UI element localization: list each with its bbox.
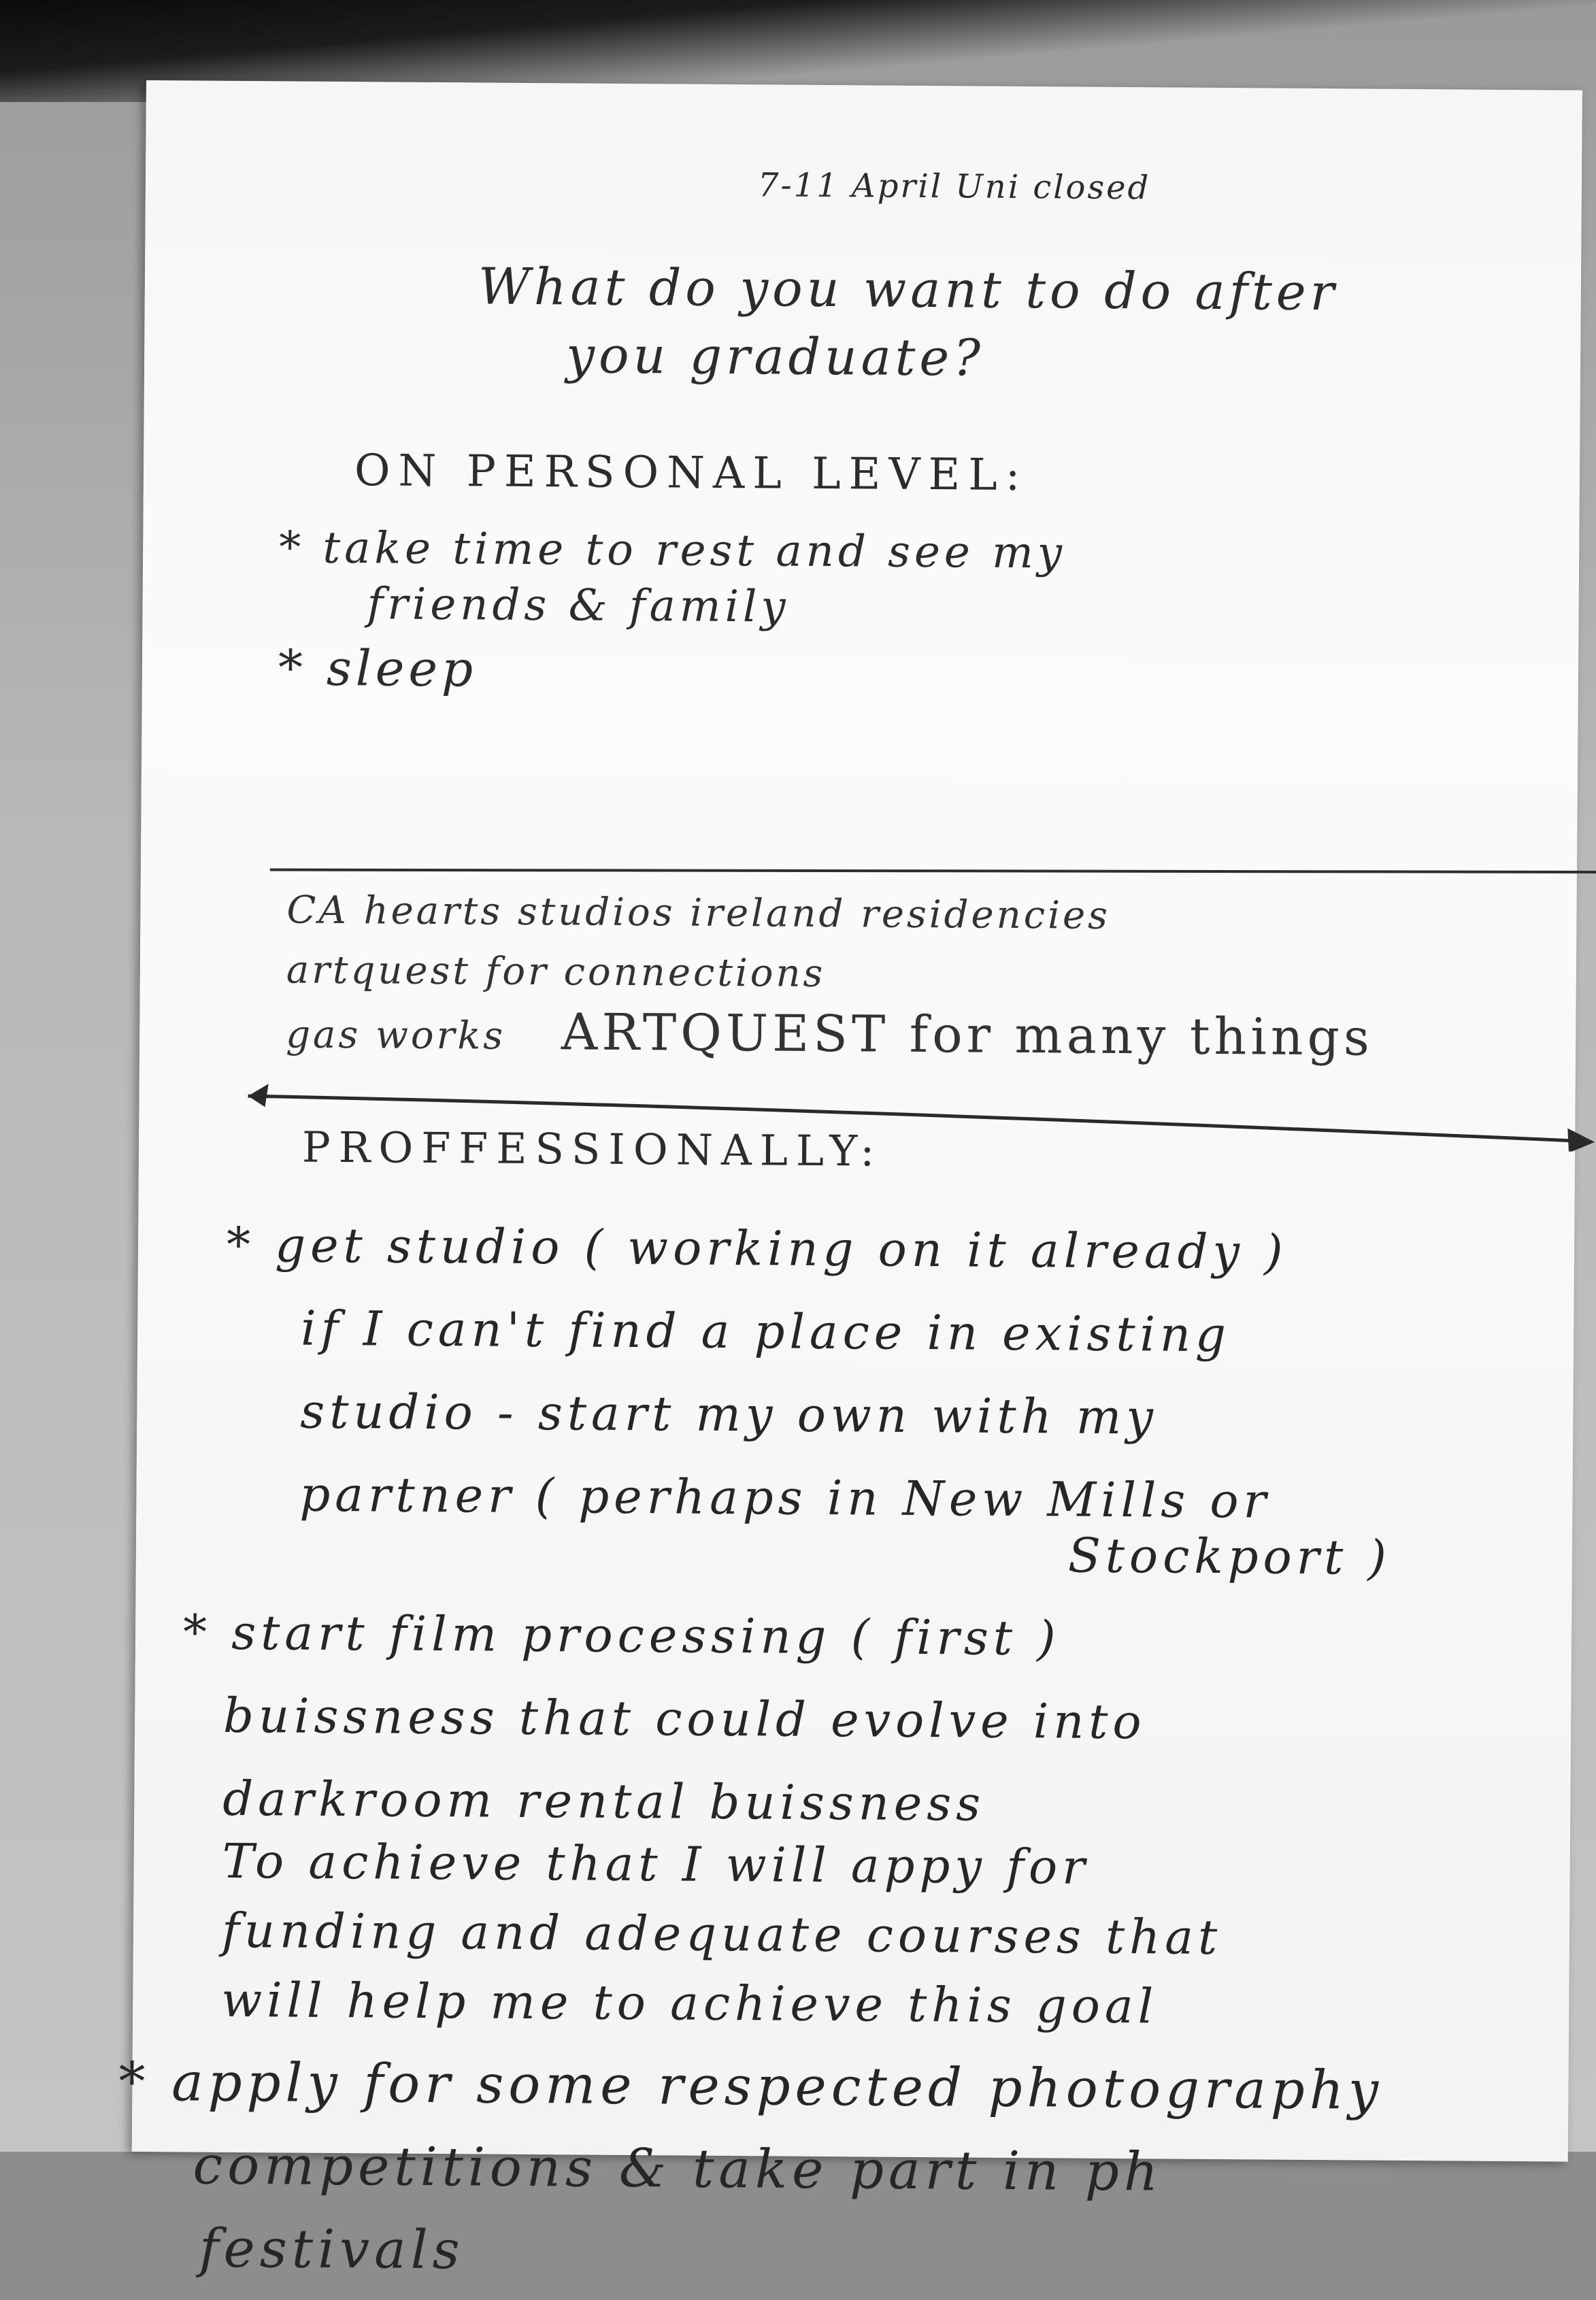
note-line: gas works	[285, 1012, 506, 1059]
professional-line: funding and adequate courses that	[221, 1902, 1223, 1966]
professional-line: partner ( perhaps in New Mills or	[299, 1466, 1271, 1529]
professional-line: * get studio ( working on it already )	[226, 1216, 1288, 1280]
question-heading	[478, 252, 1338, 395]
resource-notes	[286, 880, 1375, 1072]
question-line-1: What do you want to do after	[478, 257, 1339, 322]
handwritten-note-sheet	[118, 80, 1582, 2282]
note-emphasis: ARTQUEST for many things	[561, 1003, 1374, 1067]
professional-line: buissness that could evolve into	[222, 1687, 1146, 1750]
professional-line: * start film processing ( first )	[182, 1604, 1061, 1667]
note-line-with-emphasis	[286, 1000, 1374, 1072]
personal-heading: ON PERSONAL LEVEL:	[354, 446, 1029, 501]
personal-item-sleep: * sleep	[278, 639, 478, 698]
professional-line: if I can't find a place in existing	[300, 1300, 1231, 1363]
note-line: CA hearts studios ireland residencies	[286, 888, 1111, 938]
divider-line	[270, 869, 1596, 874]
professional-line: festivals	[199, 2218, 465, 2282]
note-line: artquest for connections	[286, 948, 826, 997]
personal-item-rest	[278, 520, 1066, 637]
personal-item-line: * take time to rest and see my	[278, 522, 1067, 579]
professional-list	[118, 1203, 1393, 2299]
professional-line: darkroom rental buissness	[222, 1770, 986, 1832]
professional-line: studio - start my own with my	[300, 1383, 1159, 1446]
professional-line: will help me to achieve this goal	[221, 1971, 1159, 2035]
question-line-2: you graduate?	[565, 326, 985, 388]
personal-item-line: friends & family	[367, 579, 790, 633]
professional-line: Stockport )	[1067, 1527, 1392, 1586]
professional-line: competitions & take part in ph	[193, 2135, 1163, 2203]
professional-line: To achieve that I will appy for	[222, 1833, 1090, 1895]
date-line: 7-11 April Uni closed	[757, 166, 1151, 207]
professional-line: * apply for some respected photography	[118, 2051, 1384, 2122]
professional-heading: PROFFESSIONALLY:	[301, 1122, 883, 1176]
